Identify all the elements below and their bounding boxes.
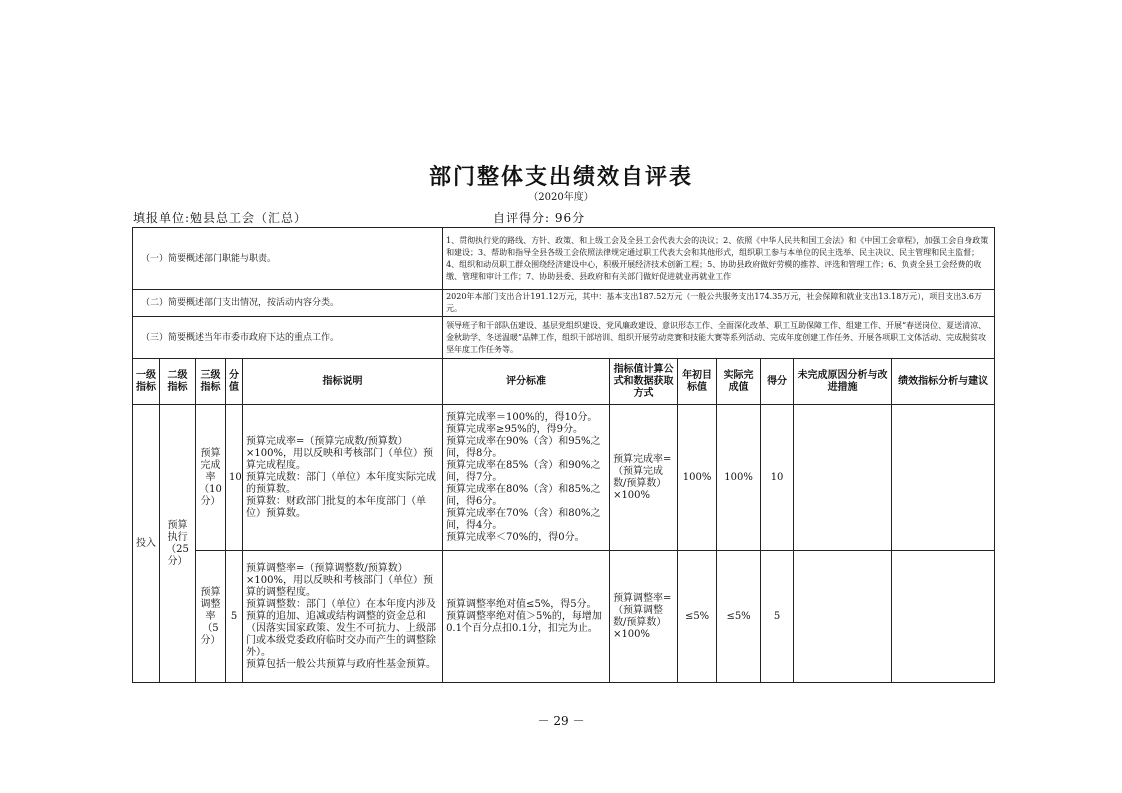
suggestion-cell (892, 405, 995, 551)
actual-cell: 100% (717, 405, 761, 551)
header-points: 分值 (226, 359, 243, 405)
actual-cell: ≤5% (717, 551, 761, 683)
overview-label: （二）简要概述部门支出情况，按活动内容分类。 (133, 290, 443, 317)
overview-row (133, 317, 995, 359)
description-cell: 预算调整率=（预算调整数/预算数）×100%，用以反映和考核部门（单位）预算的调整程度。 预算调整数：部门（单位）在本年度内涉及预算的追加、追减或结构调整的资金总和（因落实国家政策、发生不可抗力、上级部门或本级党委政府临时交办而产生的调整除外）。 预算包括一般公共预算与政府性基金预算。 (243, 551, 443, 683)
table-row (133, 551, 995, 683)
overview-text: 1、贯彻执行党的路线、方针、政策、和上级工会及全县工会代表大会的决议；2、依照《中华人民共和国工会法》和《中国工会章程》，加强工会自身政策和建设；3、帮助和指导全县各级工会依照法律规定通过职工代表大会和其他形式，组织职工参与本单位的民主选举、民主决议、民主管理和民主监督；4、组织和动员职工群众围绕经济建设中心，积极开展经济技术创新工程；5、协助县政府做好劳模的推荐、评选和管理工作；6、负责全县工会经费的收缴、管理和审计工作；7、协助县委、县政府和有关部门做好促进就业再就业工作 (443, 228, 995, 290)
overview-label: （三）简要概述当年市委市政府下达的重点工作。 (133, 317, 443, 359)
header-level1: 一级指标 (133, 359, 160, 405)
score-cell: 5 (761, 551, 794, 683)
level3-cell: 预算完成率（10分） (196, 405, 226, 551)
header-suggestion: 绩效指标分析与建议 (892, 359, 995, 405)
overview-text: 2020年本部门支出合计191.12万元，其中：基本支出187.52万元（一般公共服务支出174.35万元，社会保障和就业支出13.18万元），项目支出3.6万元。 (443, 290, 995, 317)
level2-cell: 预算执行（25分） (160, 405, 196, 683)
points-cell: 5 (226, 551, 243, 683)
header-description: 指标说明 (243, 359, 443, 405)
header-score: 得分 (761, 359, 794, 405)
description-cell: 预算完成率=（预算完成数/预算数）×100%，用以反映和考核部门（单位）预算完成程度。 预算完成数：部门（单位）本年度实际完成的预算数。 预算数：财政部门批复的本年度部门（单位）预算数。 (243, 405, 443, 551)
level1-cell: 投入 (133, 405, 160, 683)
criteria-cell: 预算完成率＝100%的，得10分。 预算完成率≥95%的，得9分。 预算完成率在90%（含）和95%之间，得8分。 预算完成率在85%（含）和90%之间，得7分。 预算完成率在80%（含）和85%之间，得6分。 预算完成率在70%（含）和80%之间，得4分。 预算完成率＜70%的，得0分。 (443, 405, 610, 551)
overview-row (133, 290, 995, 317)
suggestion-cell (892, 551, 995, 683)
overview-text: 领导班子和干部队伍建设、基层党组织建设、党风廉政建设、意识形态工作、全面深化改革、职工互助保障工作、组建工作、开展“春送岗位、夏送清凉、金秋助学、冬送温暖”品牌工作，组织干部培训、组织开展劳动竞赛和技能大赛等系列活动、完成年度创建工作任务、开展各项职工文体活动、完成脱贫攻坚年度工作任务等。 (443, 317, 995, 359)
target-cell: 100% (678, 405, 717, 551)
header-criteria: 评分标准 (443, 359, 610, 405)
report-year: （2020年度） (528, 192, 594, 203)
header-target: 年初目标值 (678, 359, 717, 405)
target-cell: ≤5% (678, 551, 717, 683)
overview-row (133, 228, 995, 290)
page-title: 部门整体支出绩效自评表 (428, 165, 693, 190)
criteria-cell: 预算调整率绝对值≤5%，得5分。 预算调整率绝对值＞5%的，每增加0.1个百分点扣0.1分，扣完为止。 (443, 551, 610, 683)
analysis-cell (794, 405, 892, 551)
method-cell: 预算完成率=（预算完成数/预算数）×100% (610, 405, 678, 551)
header-actual: 实际完成值 (717, 359, 761, 405)
self-score: 自评得分: 96分 (493, 211, 586, 225)
fill-unit: 填报单位:勉县总工会（汇总） (133, 211, 308, 225)
table-row (133, 405, 995, 551)
points-cell: 10 (226, 405, 243, 551)
analysis-cell (794, 551, 892, 683)
header-method: 指标值计算公式和数据获取方式 (610, 359, 678, 405)
overview-label: （一）简要概述部门职能与职责。 (133, 228, 443, 290)
score-cell: 10 (761, 405, 794, 551)
header-level3: 三级指标 (196, 359, 226, 405)
header-level2: 二级指标 (160, 359, 196, 405)
page-number: － 29 － (537, 714, 585, 728)
header-analysis: 未完成原因分析与改进措施 (794, 359, 892, 405)
header-row (133, 359, 995, 405)
method-cell: 预算调整率=（预算调整数/预算数）×100% (610, 551, 678, 683)
evaluation-table (132, 227, 995, 683)
level3-cell: 预算调整率（5分） (196, 551, 226, 683)
